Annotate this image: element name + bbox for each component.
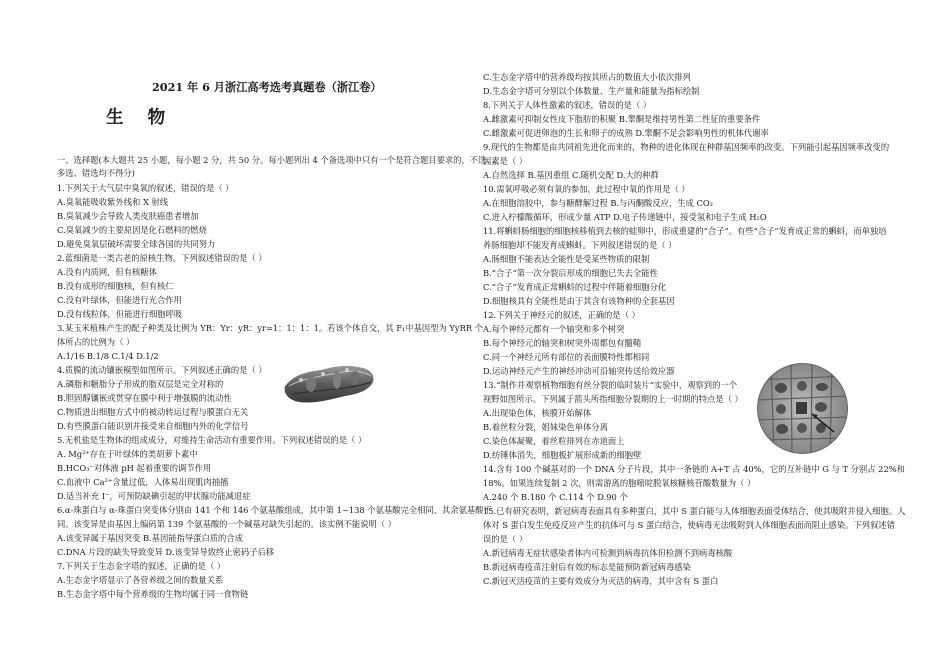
text-line: 4.质膜的流动镶嵌模型如图所示。下列叙述正确的是（ ）: [57, 365, 267, 375]
text-line: 9.现代的生物都是由共同祖先进化而来的，物种的进化体现在种群基因频率的改变。下列能引起基因频率改变的: [483, 142, 890, 152]
text-line: A.240 个 B.180 个 C.114 个 D.90 个: [483, 492, 628, 502]
text-line: B.生态金字塔中每个营养级的生物均属于同一食物链: [57, 589, 249, 599]
text-line: D.生态金字塔可分别以个体数量、生产量和能量为指标绘制: [483, 86, 700, 96]
text-line: 5.无机盐是生物体的组成成分，对维持生命活动有重要作用。下列叙述错误的是（ ）: [57, 435, 367, 445]
text-line: A.该变异属于基因突变 B.基因能指导蛋白质的合成: [57, 533, 243, 543]
text-line: D.没有线粒体，但能进行细胞呼吸: [57, 309, 183, 319]
text-line: B.“合子”第一次分裂后形成的细胞已失去全能性: [483, 268, 658, 278]
text-line: A.没有内质网，但有核糖体: [57, 267, 157, 277]
text-line: 误的是（ ）: [483, 534, 528, 544]
text-line: 7.下列关于生态金字塔的叙述，正确的是（ ）: [57, 561, 226, 571]
subject-heading: 生 物: [106, 108, 175, 128]
text-line: 1.下列关于大气层中臭氧的叙述，错误的是（ ）: [57, 183, 234, 193]
text-line: A.生态金字塔显示了各营养级之间的数量关系: [57, 575, 224, 585]
text-line: A.1/16 B.1/8 C.1/4 D.1/2: [57, 351, 159, 361]
text-line: C.DNA 片段的缺失导致变异 D.该变异导致终止密码子后移: [57, 547, 275, 557]
text-line: 同。该变异是由基因上编码第 139 个氨基酸的一个碱基对缺失引起的。该实例不能说明（ ）: [57, 519, 397, 529]
text-line: 视野如图所示。下列属于箭头所指细胞分裂期的上一时期的特点是（ ）: [483, 394, 743, 404]
text-line: C.“合子”发育成正常蝌蚪的过程中伴随着细胞分化: [483, 282, 667, 292]
text-line: D.运动神经元产生的神经冲动可沿轴突传送给效应器: [483, 366, 675, 376]
text-line: B.HCO₃⁻对体液 pH 起着重要的调节作用: [57, 463, 212, 473]
text-line: 养肠细胞却不能发育成蝌蚪。下列叙述错误的是（ ）: [483, 240, 677, 250]
text-line: A.自然选择 B.基因重组 C.随机交配 D.大的种群: [483, 170, 659, 180]
text-line: C.生态金字塔中的营养级均按其所占的数值大小依次排列: [483, 72, 691, 82]
text-line: A.肠细胞不能表达全能性是受某些物质的限制: [483, 254, 650, 264]
text-line: 18%。如果连续复制 2 次，则需游离的胞嘧啶脱氧核糖核苷酸数量为（ ）: [483, 478, 756, 488]
text-line: B.臭氧减少会导致人类皮肤癌患者增加: [57, 211, 199, 221]
text-line: D.避免臭氧层破坏需要全球各国的共同努力: [57, 239, 216, 249]
page-title: 2021 年 6 月浙江高考选考真题卷（浙江卷）: [152, 80, 382, 94]
membrane-figure: [283, 360, 376, 408]
text-line: 8.下列关于人体性激素的叙述，错误的是（ ）: [483, 100, 652, 110]
text-line: B.着丝粒分裂，姐妹染色单体分离: [483, 422, 608, 432]
text-line: A.出现染色体，核膜开始解体: [483, 408, 592, 418]
text-line: D.细胞核具有全能性是由于其含有该物种的全套基因: [483, 296, 675, 306]
text-line: C.物质进出细胞方式中的被动转运过程与膜蛋白无关: [57, 407, 249, 417]
text-line: A. Mg²⁺存在于叶绿体的类胡萝卜素中: [57, 449, 198, 459]
text-line: B.每个神经元的轴突和树突外周都包有髓鞘: [483, 338, 642, 348]
text-line: B.胆固醇镶嵌或贯穿在膜中利于增强膜的流动性: [57, 393, 232, 403]
text-line: C.新冠灭活疫苗的主要有效成分为灭活的病毒，其中含有 S 蛋白: [483, 576, 719, 586]
text-line: D.纺锤体消失，细胞板扩展形成新的细胞壁: [483, 450, 642, 460]
text-line: 12.下列关于神经元的叙述，正确的是（ ）: [483, 310, 640, 320]
mitosis-micrograph: [756, 362, 849, 455]
text-line: B.新冠病毒疫苗注射后有效的标志是能预防新冠病毒感染: [483, 562, 691, 572]
text-line: A.新冠病毒无症状感染者体内可检测到病毒抗体但检测不到病毒核酸: [483, 548, 733, 558]
text-line: 3.某玉米植株产生的配子种类及比例为 YR：Yr：yR：yr=1：1：1：1。若该个体自交，其 F₁中基因型为 YyRR 个: [57, 323, 484, 333]
text-line: A.雌激素可抑制女性皮下脂肪的积聚 B.睾酮是维持男性第二性征的重要条件: [483, 114, 761, 124]
text-line: 10.需氧呼吸必须有氧的参加，此过程中氧的作用是（ ）: [483, 184, 690, 194]
text-line: D.适当补充 I⁻，可预防缺碘引起的甲状腺功能减退症: [57, 491, 251, 501]
text-line: 11.将蝌蚪肠细胞的细胞核移植到去核的蛙卵中，形成重建的“合子”。有些“合子”发育成正常的蝌蚪，而单独培: [483, 226, 887, 236]
text-line: C.染色体凝聚，着丝粒排列在赤道面上: [483, 436, 625, 446]
text-line: 14.含有 100 个碱基对的一个 DNA 分子片段，其中一条链的 A+T 占 40%，它的互补链中 G 与 T 分别占 22%和: [483, 464, 905, 474]
text-line: C.臭氧减少的主要原因是化石燃料的燃烧: [57, 225, 207, 235]
text-line: C.同一个神经元所有部位的表面膜特性都相同: [483, 352, 650, 362]
text-line: 体对 S 蛋白发生免疫反应产生的抗体可与 S 蛋白结合，使病毒无法吸附到人体细胞表面而阻止感染。下列叙述错: [483, 520, 895, 530]
text-line: A.每个神经元都有一个轴突和多个树突: [483, 324, 625, 334]
text-line: C.血液中 Ca²⁺含量过低，人体易出现肌肉抽搐: [57, 477, 229, 487]
text-line: A.磷脂和糖脂分子形成的脂双层是完全对称的: [57, 379, 224, 389]
text-line: D.有些膜蛋白能识别并接受来自细胞内外的化学信号: [57, 421, 249, 431]
text-line: C.没有叶绿体，但能进行光合作用: [57, 295, 182, 305]
text-line: 13.“制作并观察植物细胞有丝分裂的临时装片”实验中，观察到的一个: [483, 380, 737, 390]
text-line: C.进入柠檬酸循环，形成少量 ATP D.电子传递链中，接受氢和电子生成 H₂O: [483, 212, 767, 222]
text-line: 多选、错选均不得分): [57, 168, 135, 178]
text-line: A.在细胞溶胶中，参与糖酵解过程 B.与丙酮酸反应，生成 CO₂: [483, 198, 713, 208]
text-line: B.没有成形的细胞核，但有核仁: [57, 281, 174, 291]
text-line: A.臭氧能吸收紫外线和 X 射线: [57, 197, 169, 207]
text-line: 因素是（ ）: [483, 156, 528, 166]
text-line: 6.α-珠蛋白与 α-珠蛋白突变体分别由 141 个和 146 个氨基酸组成，其中第 1~138 个氨基酸完全相同，其余氨基酸不: [57, 505, 492, 515]
text-line: 15.已有研究表明，新冠病毒表面具有多种蛋白，其中 S 蛋白能与人体细胞表面受体结合，使其吸附并侵入细胞。人: [483, 506, 906, 516]
text-line: 2.蓝细菌是一类古老的原核生物。下列叙述错误的是（ ）: [57, 253, 267, 263]
text-line: C.雌激素可促进卵泡的生长和卵子的成熟 D.睾酮不足会影响男性的机体代谢率: [483, 128, 769, 138]
text-line: 体所占的比例为（ ）: [57, 337, 135, 347]
text-line: 一、选择题(本大题共 25 小题，每小题 2 分，共 50 分。每小题列出 4 个备选项中只有一个是符合题目要求的，不选、: [57, 155, 495, 165]
